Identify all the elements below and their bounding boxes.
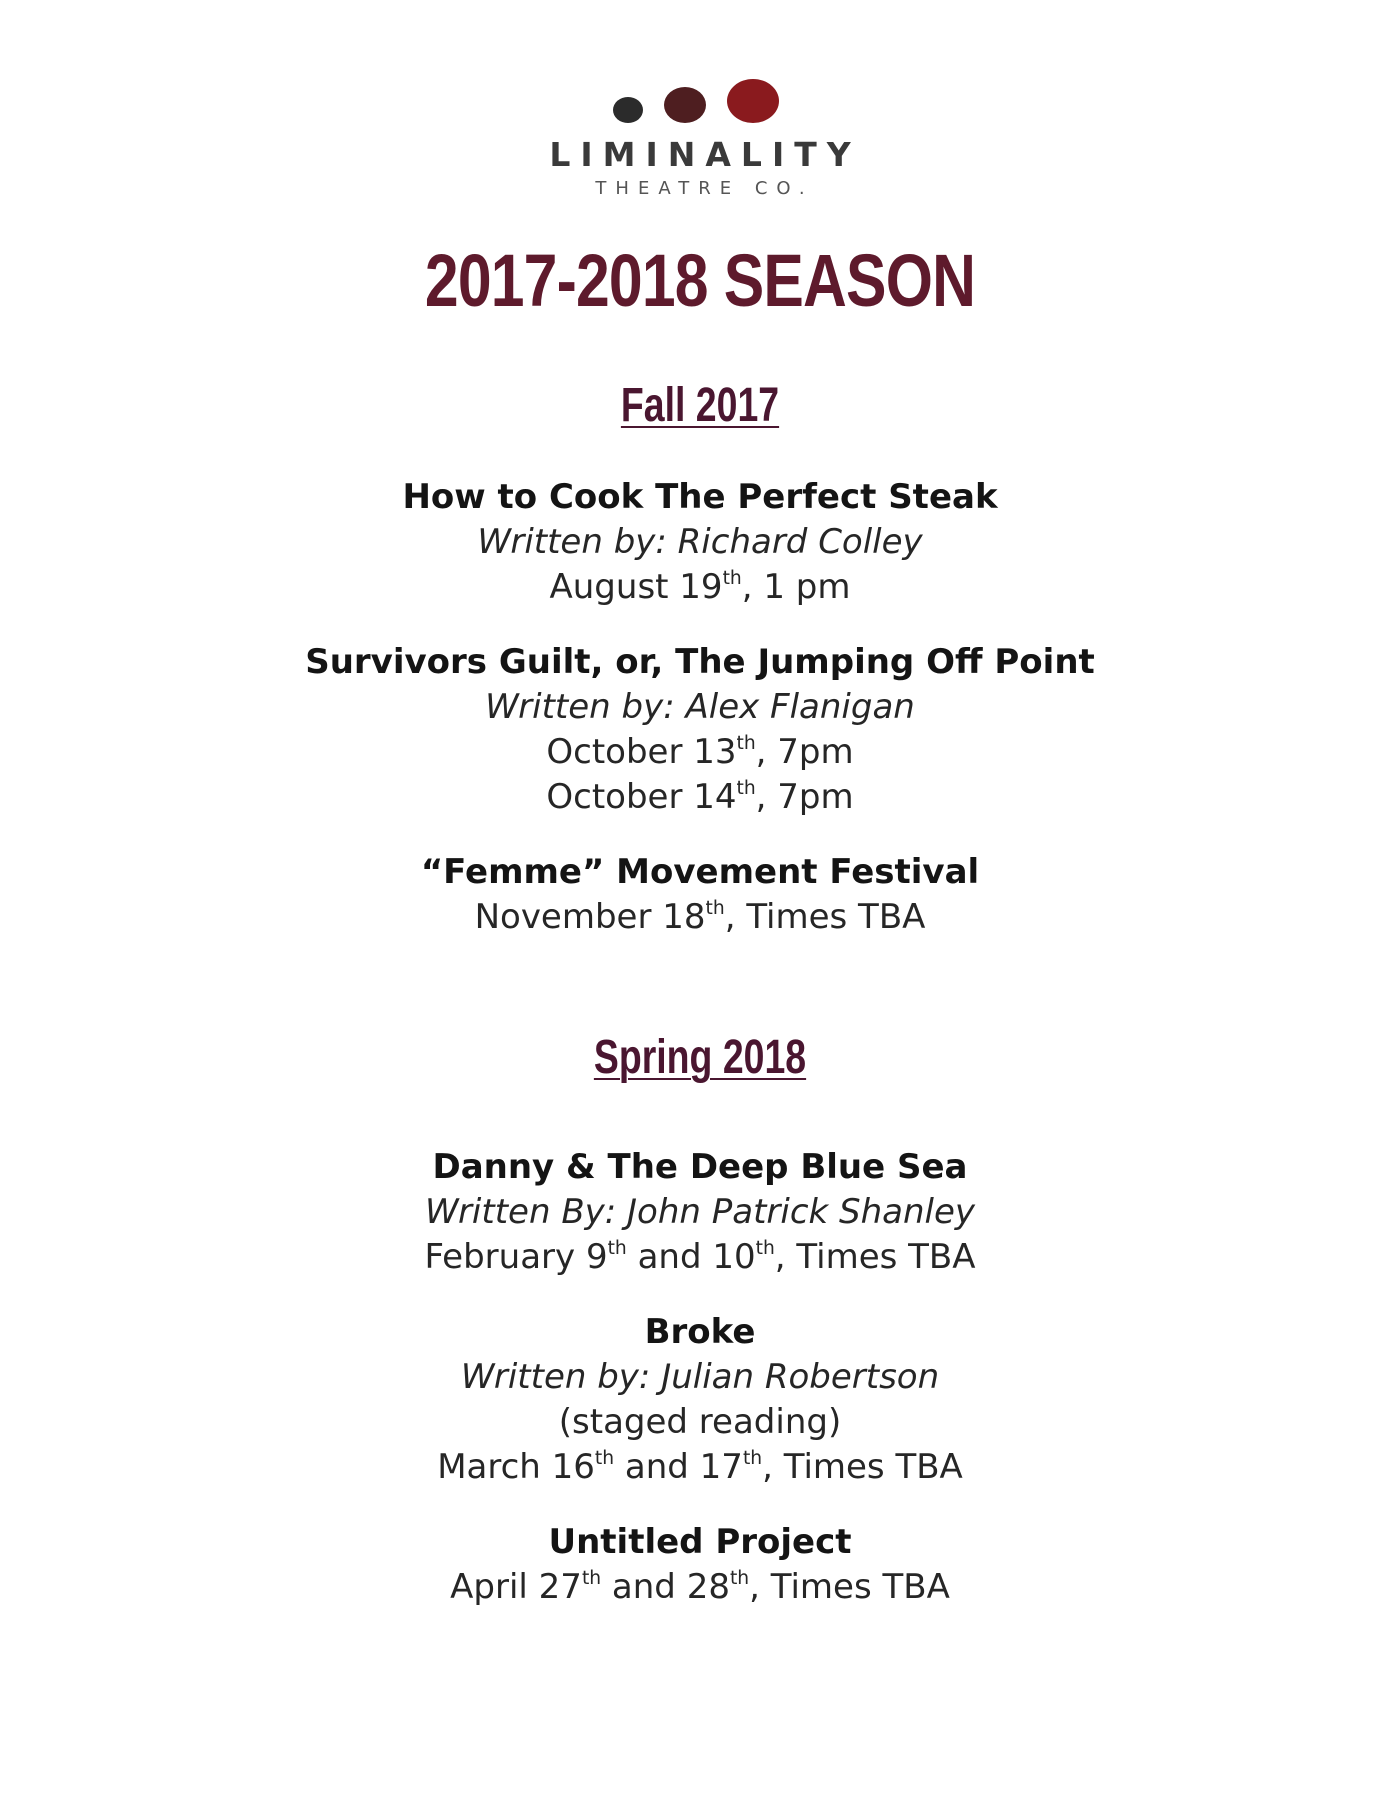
logo-dot-medium xyxy=(664,87,706,123)
event-item xyxy=(0,475,1400,610)
event-item xyxy=(0,850,1400,940)
event-item xyxy=(0,1145,1400,1280)
event-title: Broke xyxy=(644,1312,756,1352)
logo-dot-small xyxy=(613,97,643,123)
event-date: February 9th and 10th, Times TBA xyxy=(424,1237,976,1277)
event-date: October 13th, 7pm xyxy=(546,732,854,772)
event-date: April 27th and 28th, Times TBA xyxy=(450,1567,950,1607)
event-item xyxy=(0,640,1400,820)
event-item xyxy=(0,1310,1400,1490)
event-title: “Femme” Movement Festival xyxy=(420,852,980,892)
event-date: March 16th and 17th, Times TBA xyxy=(437,1447,963,1487)
event-date: October 14th, 7pm xyxy=(546,777,854,817)
spring-heading: Spring 2018 xyxy=(593,1031,807,1084)
event-date: November 18th, Times TBA xyxy=(474,897,926,937)
logo-subtitle: THEATRE CO. xyxy=(595,178,814,199)
season-title: 2017-2018 SEASON xyxy=(424,239,976,322)
event-author: Written By: John Patrick Shanley xyxy=(424,1192,976,1232)
event-date: August 19th, 1 pm xyxy=(549,567,851,607)
logo-dots-icon xyxy=(610,78,790,126)
fall-events xyxy=(0,475,1400,970)
event-title: How to Cook The Perfect Steak xyxy=(402,477,998,517)
logo-wordmark: LIMINALITY xyxy=(549,135,861,174)
event-author: Written by: Richard Colley xyxy=(477,522,923,562)
event-note: (staged reading) xyxy=(558,1402,842,1442)
event-item xyxy=(0,1520,1400,1610)
event-title: Untitled Project xyxy=(548,1522,852,1562)
event-author: Written by: Alex Flanigan xyxy=(485,687,915,727)
event-title: Survivors Guilt, or, The Jumping Off Point xyxy=(305,642,1095,682)
logo-dot-large xyxy=(727,79,779,123)
spring-events xyxy=(0,1145,1400,1640)
event-author: Written by: Julian Robertson xyxy=(460,1357,940,1397)
fall-heading: Fall 2017 xyxy=(620,379,780,432)
event-title: Danny & The Deep Blue Sea xyxy=(432,1147,968,1187)
company-logo xyxy=(0,78,1400,200)
